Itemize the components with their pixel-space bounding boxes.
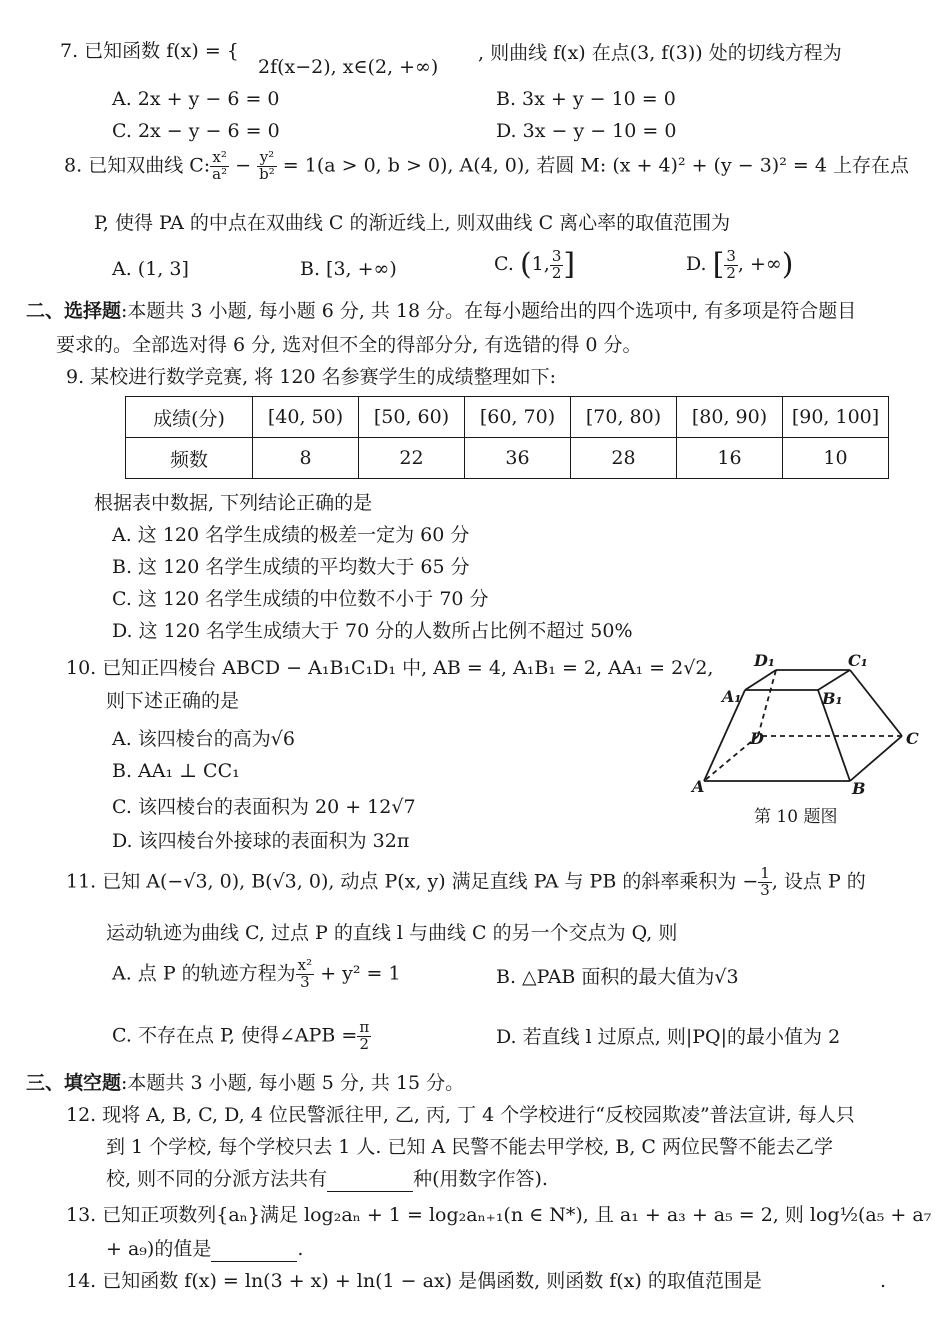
- section3-heading: 三、填空题:本题共 3 小题, 每小题 5 分, 共 15 分。: [26, 1072, 465, 1094]
- table-cell: [40, 50): [253, 397, 359, 438]
- table-cell: 成绩(分): [126, 397, 253, 438]
- q12-line3: 校, 则不同的分派方法共有 种(用数字作答).: [106, 1168, 548, 1190]
- q12-line1: 12. 现将 A, B, C, D, 4 位民警派往甲, 乙, 丙, 丁 4 个学校进行“反校园欺凌”普法宣讲, 每人只: [66, 1104, 855, 1126]
- q10-stem: 10. 已知正四棱台 ABCD − A₁B₁C₁D₁ 中, AB = 4, A₁B₁ = 2, AA₁ = 2√2,: [66, 657, 714, 679]
- label-c1: C₁: [848, 651, 868, 670]
- label-b: B: [852, 779, 866, 798]
- q10-frustum-figure: [680, 648, 930, 838]
- table-cell: [80, 90): [677, 397, 783, 438]
- q8-option-b: B. [3, +∞): [300, 258, 397, 280]
- edge-b1c1: [818, 670, 850, 690]
- q9-option-c: C. 这 120 名学生成绩的中位数不小于 70 分: [112, 588, 489, 610]
- q7-option-c: C. 2x − y − 6 = 0: [112, 120, 280, 142]
- q9-option-a: A. 这 120 名学生成绩的极差一定为 60 分: [112, 524, 470, 546]
- q14-answer-end: .: [880, 1270, 887, 1292]
- q9-score-table: [125, 396, 889, 479]
- q7-head: 7. 已知函数 f(x) = {: [60, 40, 239, 62]
- table-cell: [50, 60): [359, 397, 465, 438]
- q11-line2: 运动轨迹为曲线 C, 过点 P 的直线 l 与曲线 C 的另一个交点为 Q, 则: [106, 922, 678, 944]
- q7-option-a: A. 2x + y − 6 = 0: [112, 88, 280, 110]
- table-cell: 22: [359, 438, 465, 479]
- q8-option-a: A. (1, 3]: [112, 258, 189, 280]
- figure-caption: 第 10 题图: [754, 807, 838, 827]
- table-cell: [60, 70): [465, 397, 571, 438]
- q10-option-c: C. 该四棱台的表面积为 20 + 12√7: [112, 796, 416, 818]
- q13-line2: + a₉)的值是 .: [106, 1238, 304, 1260]
- q12-answer-blank[interactable]: [327, 1168, 413, 1192]
- table-row: [126, 397, 889, 438]
- label-a1: A₁: [722, 687, 742, 706]
- q7-piece: 2f(x−2), x∈(2, +∞): [258, 56, 439, 78]
- q7-option-d: D. 3x − y − 10 = 0: [496, 120, 677, 142]
- q8-frac-y: $\frac{\text{y²}}{\text{b²}}$: [259, 148, 275, 183]
- edge-bc: [850, 736, 902, 781]
- q12-line2: 到 1 个学校, 每个学校只去 1 人. 已知 A 民警不能去甲学校, B, C 两位民警不能去乙学: [106, 1136, 833, 1158]
- q11-stem: 11. 已知 A(−√3, 0), B(√3, 0), 动点 P(x, y) 满足直线 PA 与 PB 的斜率乘积为 − $\frac{1}{3}$ , 设点 P 的: [66, 864, 866, 899]
- edge-cc1: [850, 670, 902, 736]
- label-c: C: [906, 729, 919, 748]
- label-b1: B₁: [822, 689, 843, 708]
- q8-option-d: D. [ $\frac{3}{2}$ , +∞): [686, 246, 794, 282]
- q7-tail: , 则曲线 f(x) 在点(3, f(3)) 处的切线方程为: [478, 42, 842, 64]
- q9-option-b: B. 这 120 名学生成绩的平均数大于 65 分: [112, 556, 470, 578]
- label-d1: D₁: [754, 651, 775, 670]
- q11-option-c: C. 不存在点 P, 使得∠APB = $\frac{\pi}{2}$: [112, 1018, 370, 1053]
- table-cell: 8: [253, 438, 359, 479]
- table-row: [126, 438, 889, 479]
- q8-frac-x: $\frac{\text{x²}}{\text{a²}}$: [212, 148, 228, 183]
- table-cell: 36: [465, 438, 571, 479]
- table-cell: 10: [783, 438, 889, 479]
- q8-line2: P, 使得 PA 的中点在双曲线 C 的渐近线上, 则双曲线 C 离心率的取值范围为: [94, 212, 731, 234]
- q13-line1: 13. 已知正项数列{aₙ}满足 log₂aₙ + 1 = log₂aₙ₊₁(n ∈ N*), 且 a₁ + a₃ + a₅ = 2, 则 log½(a₅ + a₇: [66, 1204, 932, 1226]
- q10-line2: 则下述正确的是: [106, 690, 240, 712]
- q11-option-d: D. 若直线 l 过原点, 则|PQ|的最小值为 2: [496, 1026, 841, 1048]
- q11-option-b: B. △PAB 面积的最大值为√3: [496, 966, 739, 988]
- table-cell: 28: [571, 438, 677, 479]
- label-d: D: [750, 729, 764, 748]
- q9-stem: 9. 某校进行数学竞赛, 将 120 名参赛学生的成绩整理如下:: [66, 366, 556, 388]
- q10-option-a: A. 该四棱台的高为√6: [112, 728, 295, 750]
- section2-line2: 要求的。全部选对得 6 分, 选对但不全的得部分分, 有选错的得 0 分。: [56, 334, 642, 356]
- q7-stem: [60, 40, 239, 63]
- q8-option-c: C. (1, $\frac{3}{2}$ ]: [494, 246, 576, 282]
- q9-option-d: D. 这 120 名学生成绩大于 70 分的人数所占比例不超过 50%: [112, 620, 633, 642]
- q8-stem: 8. 已知双曲线 C: $\frac{\text{x²}}{\text{a²}}$ − $\frac{\text{y²}}{\text{b²}}$ = 1(a > 0, b > 0), A(4, 0), 若圆 M: (x + 4)² + (y − 3)² = 4 上存在点: [64, 148, 909, 183]
- table-cell: 16: [677, 438, 783, 479]
- table-cell: [70, 80): [571, 397, 677, 438]
- q11-option-a: A. 点 P 的轨迹方程为 $\frac{\text{x²}}{3}$ + y² = 1: [112, 956, 401, 991]
- table-cell: [90, 100]: [783, 397, 889, 438]
- q13-answer-blank[interactable]: [211, 1238, 297, 1262]
- q10-option-d: D. 该四棱台外接球的表面积为 32π: [112, 830, 410, 852]
- q9-after: 根据表中数据, 下列结论正确的是: [94, 492, 373, 514]
- q7-option-b: B. 3x + y − 10 = 0: [496, 88, 676, 110]
- section2-heading: 二、选择题:本题共 3 小题, 每小题 6 分, 共 18 分。在每小题给出的四个选项中, 有多项是符合题目: [26, 300, 857, 322]
- q10-option-b: B. AA₁ ⊥ CC₁: [112, 760, 240, 782]
- q14-line: 14. 已知函数 f(x) = ln(3 + x) + ln(1 − ax) 是偶函数, 则函数 f(x) 的取值范围是: [66, 1270, 762, 1292]
- table-cell: 频数: [126, 438, 253, 479]
- label-a: A: [692, 777, 705, 796]
- edge-d1a1: [745, 670, 776, 690]
